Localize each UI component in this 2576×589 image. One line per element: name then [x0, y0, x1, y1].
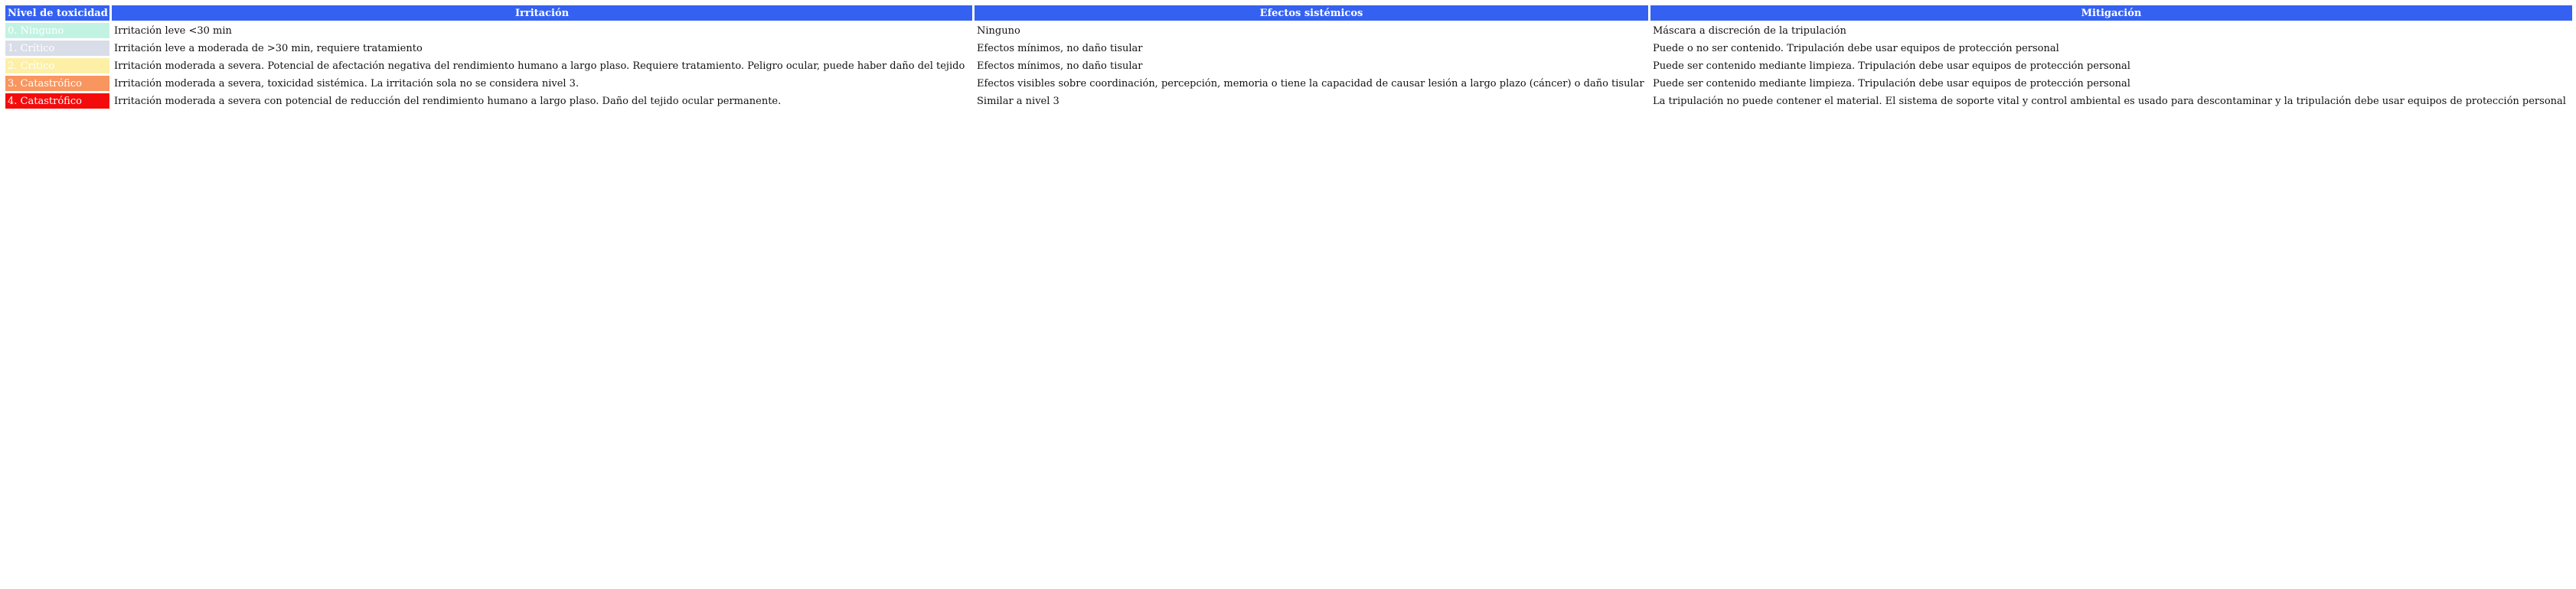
- table-row: [5, 58, 2572, 73]
- irritacion-cell: Irritación moderada a severa, toxicidad sistémica. La irritación sola no se considera nivel 3.: [112, 76, 972, 91]
- table-row: [5, 76, 2572, 91]
- efectos-cell: Efectos visibles sobre coordinación, percepción, memoria o tiene la capacidad de causar lesión a largo plazo (cáncer) o daño tisular: [975, 76, 1648, 91]
- efectos-cell: Similar a nivel 3: [975, 93, 1648, 109]
- level-cell: 0. Ninguno: [5, 23, 109, 38]
- level-cell: 3. Catastrófico: [5, 76, 109, 91]
- mitigacion-cell: Puede o no ser contenido. Tripulación debe usar equipos de protección personal: [1650, 41, 2572, 56]
- irritacion-cell: Irritación moderada a severa con potencial de reducción del rendimiento humano a largo plaso. Daño del tejido ocular permanente.: [112, 93, 972, 109]
- mitigacion-cell: Puede ser contenido mediante limpieza. Tripulación debe usar equipos de protección personal: [1650, 76, 2572, 91]
- efectos-cell: Efectos mínimos, no daño tisular: [975, 58, 1648, 73]
- level-cell: 4. Catastrófico: [5, 93, 109, 109]
- irritacion-cell: Irritación leve <30 min: [112, 23, 972, 38]
- header-mitigacion: Mitigación: [1650, 5, 2572, 21]
- table-row: [5, 41, 2572, 56]
- table-row: [5, 23, 2572, 38]
- header-irritacion: Irritación: [112, 5, 972, 21]
- irritacion-cell: Irritación leve a moderada de >30 min, requiere tratamiento: [112, 41, 972, 56]
- efectos-cell: Ninguno: [975, 23, 1648, 38]
- efectos-cell: Efectos mínimos, no daño tisular: [975, 41, 1648, 56]
- header-row: [5, 5, 2572, 21]
- table-header: [5, 5, 2572, 21]
- mitigacion-cell: Puede ser contenido mediante limpieza. Tripulación debe usar equipos de protección personal: [1650, 58, 2572, 73]
- mitigacion-cell: La tripulación no puede contener el material. El sistema de soporte vital y control ambiental es usado para descontaminar y la tripulación debe usar equipos de protección personal: [1650, 93, 2572, 109]
- toxicity-table: [3, 3, 2574, 111]
- table-body: [5, 23, 2572, 109]
- header-efectos-sistemicos: Efectos sistémicos: [975, 5, 1648, 21]
- table-row: [5, 93, 2572, 109]
- mitigacion-cell: Máscara a discreción de la tripulación: [1650, 23, 2572, 38]
- level-cell: 2. Crítico: [5, 58, 109, 73]
- irritacion-cell: Irritación moderada a severa. Potencial de afectación negativa del rendimiento humano a largo plaso. Requiere tratamiento. Peligro ocular, puede haber daño del tejido: [112, 58, 972, 73]
- header-nivel-de-toxicidad: Nivel de toxicidad: [5, 5, 109, 21]
- level-cell: 1. Crítico: [5, 41, 109, 56]
